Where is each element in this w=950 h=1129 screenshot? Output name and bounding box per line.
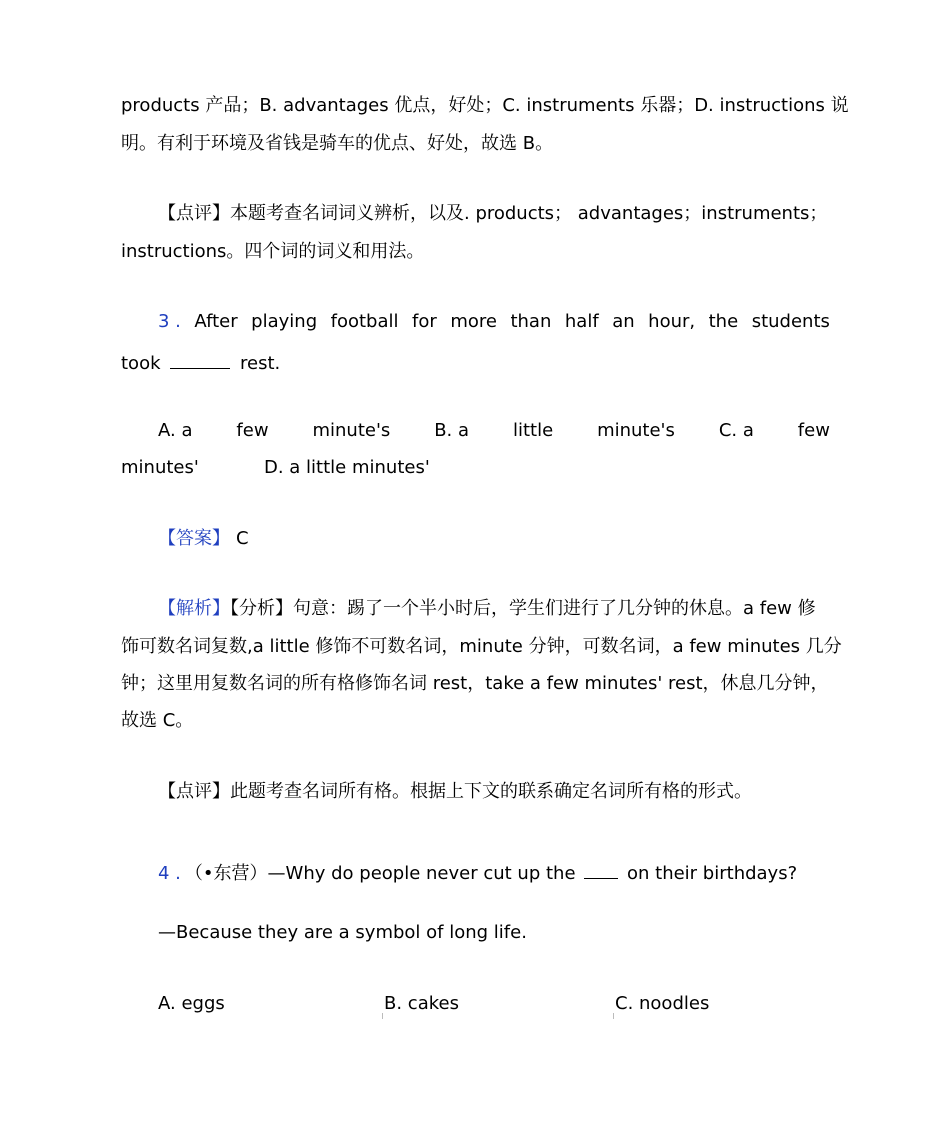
- q4-stem: [158, 850, 797, 886]
- q3-analysis-line-1: [158, 597, 816, 621]
- q3-answer-blank: [170, 348, 230, 369]
- q3-stem-line-1: [158, 310, 830, 334]
- q3-option-c-part: C. a: [718, 420, 754, 441]
- q3-word: an: [612, 311, 635, 332]
- q3-word: After: [194, 311, 238, 332]
- option-tick-mark: [613, 1013, 616, 1019]
- answer-value: C: [236, 528, 249, 549]
- q3-word: playing: [251, 311, 318, 332]
- q4-option-b: B. cakes: [384, 993, 459, 1014]
- q2-explanation-line-1: products 产品；B. advantages 优点，好处；C. instruments 乐器；D. instructions 说: [121, 95, 849, 116]
- option-tick-mark: [382, 1013, 385, 1019]
- q4-answer-blank: [584, 850, 618, 879]
- q3-number: 3 .: [158, 311, 181, 332]
- q4-option-c: C. noodles: [615, 993, 710, 1014]
- q3-analysis-line-2: 饰可数名词复数,a little 修饰不可数名词，minute 分钟，可数名词，a few minutes 几分: [121, 636, 842, 657]
- q4-source: （•东营）: [184, 863, 268, 884]
- q2-explanation-line-2: 明。有利于环境及省钱是骑车的优点、好处，故选 B。: [121, 133, 554, 154]
- q3-word: hour,: [648, 311, 696, 332]
- analysis-text: 【分析】句意：踢了一个半小时后，学生们进行了几分钟的休息。a few 修: [230, 598, 816, 619]
- q3-option-a-part: few: [236, 420, 269, 441]
- q3-word: more: [450, 311, 497, 332]
- q3-stem-took: took: [121, 353, 161, 374]
- q3-option-b-part: minute's: [597, 420, 675, 441]
- q3-stem-line-2: [121, 348, 280, 376]
- q3-answer: [158, 527, 249, 551]
- q3-word: students: [751, 311, 830, 332]
- q3-word: than: [510, 311, 552, 332]
- q3-comment: 【点评】此题考查名词所有格。根据上下文的联系确定名词所有格的形式。: [158, 781, 752, 802]
- q3-option-a-part: A. a: [158, 420, 193, 441]
- q3-option-b-part: little: [512, 420, 554, 441]
- q3-options-line-1: [158, 419, 830, 443]
- q2-comment-line-2: instructions。四个词的词义和用法。: [121, 241, 425, 262]
- analysis-label: 【解析】: [158, 598, 230, 619]
- q3-option-b-part: B. a: [434, 420, 470, 441]
- q3-analysis-line-4: 故选 C。: [121, 710, 194, 731]
- q4-reply: —Because they are a symbol of long life.: [158, 922, 527, 943]
- q4-option-a: A. eggs: [158, 993, 225, 1014]
- q3-option-c-tail: minutes': [121, 457, 199, 478]
- q4-stem-pre: —Why do people never cut up the: [267, 863, 576, 884]
- q3-word: half: [564, 311, 599, 332]
- q3-word: football: [330, 311, 399, 332]
- q2-comment-line-1: 【点评】本题考查名词词义辨析，以及. products； advantages；instruments；: [158, 203, 828, 224]
- q4-number: 4 .: [158, 863, 181, 884]
- q3-option-a-part: minute's: [312, 420, 391, 441]
- q3-option-c-part: few: [797, 420, 830, 441]
- q3-word: the: [708, 311, 739, 332]
- answer-label: 【答案】: [158, 528, 230, 549]
- q3-word: for: [412, 311, 437, 332]
- q3-option-d: D. a little minutes': [264, 457, 430, 478]
- q3-analysis-line-3: 钟；这里用复数名词的所有格修饰名词 rest，take a few minutes' rest，休息几分钟，: [121, 673, 829, 694]
- q3-stem-rest: rest.: [239, 353, 281, 374]
- q4-stem-post: on their birthdays?: [627, 863, 798, 884]
